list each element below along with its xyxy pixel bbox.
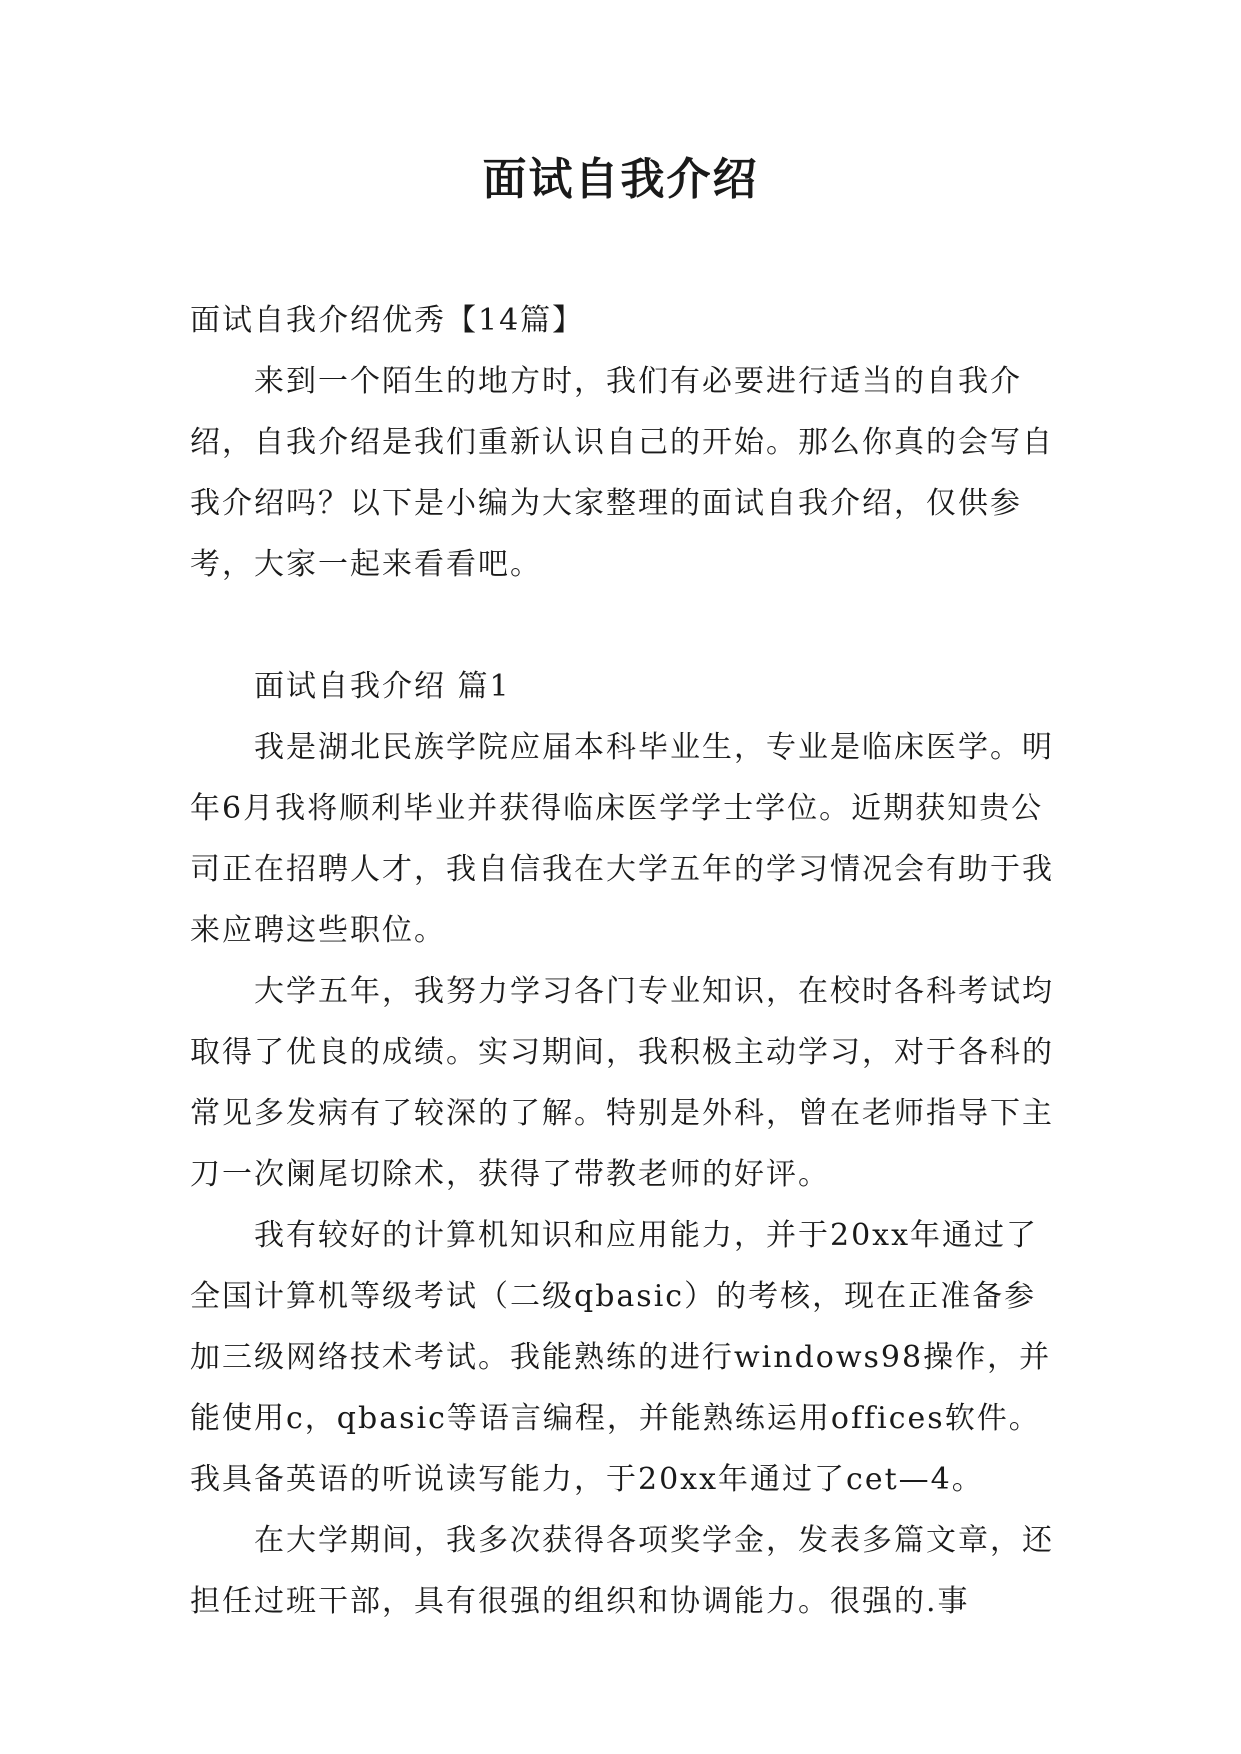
section-heading: 面试自我介绍 篇1 [254, 669, 511, 704]
body-paragraph: 大学五年，我努力学习各门专业知识，在校时各科考试均取得了优良的成绩。实习期间，我积极主动学习，对于各科的常见多发病有了较深的了解。特别是外科，曾在老师指导下主刀一次阑尾切除术，获得了带教老师的好评。 [190, 974, 1054, 1192]
document-body [190, 290, 1060, 1632]
document-subtitle: 面试自我介绍优秀【14篇】 [190, 303, 585, 338]
section-spacer [190, 595, 1060, 656]
body-paragraph: 在大学期间，我多次获得各项奖学金，发表多篇文章，还担任过班干部，具有很强的组织和协调能力。很强的.事 [190, 1523, 1054, 1619]
body-paragraph: 我是湖北民族学院应届本科毕业生，专业是临床医学。明年6月我将顺利毕业并获得临床医学学士学位。近期获知贵公司正在招聘人才，我自信我在大学五年的学习情况会有助于我来应聘这些职位。 [190, 730, 1054, 948]
intro-paragraph: 来到一个陌生的地方时，我们有必要进行适当的自我介绍，自我介绍是我们重新认识自己的开始。那么你真的会写自我介绍吗？以下是小编为大家整理的面试自我介绍，仅供参考，大家一起来看看吧。 [190, 364, 1054, 582]
document-title: 面试自我介绍 [482, 154, 759, 205]
body-paragraph: 我有较好的计算机知识和应用能力，并于20xx年通过了全国计算机等级考试（二级qbasic）的考核，现在正准备参加三级网络技术考试。我能熟练的进行windows98操作，并能使用c，qbasic等语言编程，并能熟练运用offices软件。我具备英语的听说读写能力，于20xx年通过了cet—4。 [190, 1218, 1052, 1497]
